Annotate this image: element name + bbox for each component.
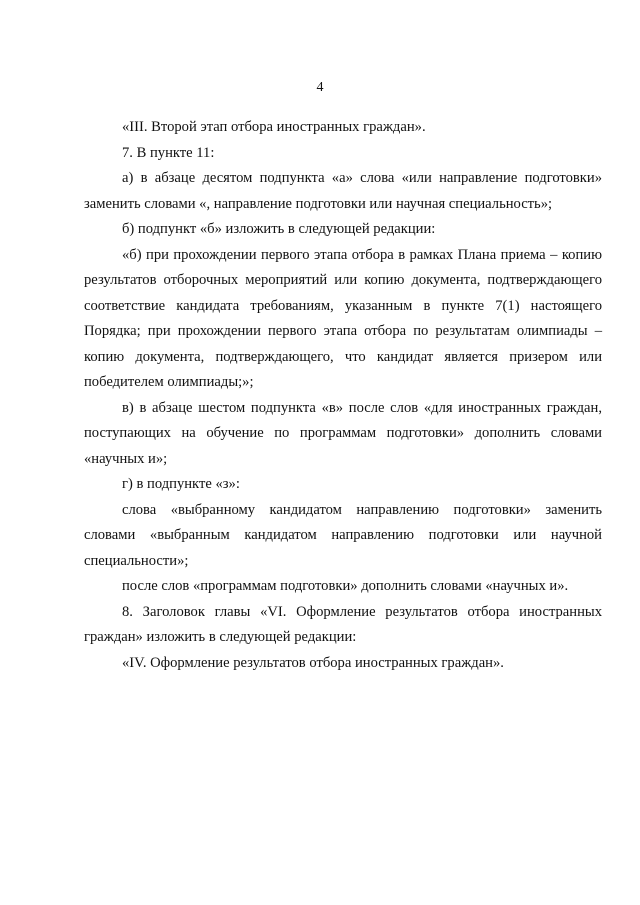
paragraph-subitem-v: в) в абзаце шестом подпункта «в» после слов «для иностранных граждан, поступающих на обучение по программам подготовки» дополнить словами «научных и»;	[84, 399, 602, 467]
paragraph-subitem-b: б) подпункт «б» изложить в следующей редакции:	[122, 221, 436, 237]
paragraph-item-7: 7. В пункте 11:	[122, 144, 215, 161]
paragraph-subitem-a: а) в абзаце десятом подпункта «а» слова «или направление подготовки» заменить словами «, направление подготовки или научная специальность»;	[84, 170, 602, 212]
page-number: 4	[316, 80, 324, 95]
paragraph-words-add: после слов «программам подготовки» дополнить словами «научных и».	[122, 578, 569, 594]
paragraph-words-replace: слова «выбранному кандидатом направлению подготовки» заменить словами «выбранным кандидатом направлению подготовки или научной специальности»;	[84, 501, 602, 569]
paragraph-subitem-g: г) в подпункте «з»:	[122, 476, 240, 492]
paragraph-subitem-b-text: «б) при прохождении первого этапа отбора в рамках Плана приема – копию результатов отборочных мероприятий или копию документа, подтверждающего соответствие кандидата требованиям, указанным в пункте 7(1) настоящего Порядка; при прохождении первого этапа отбора по результатам олимпиады – копию документа, подтверждающего, что кандидат является призером или победителем олимпиады;»;	[84, 246, 602, 390]
paragraph-chapter-title-iv: «IV. Оформление результатов отбора иностранных граждан».	[122, 654, 504, 671]
document-body	[84, 115, 602, 676]
paragraph-item-8: 8. Заголовок главы «VI. Оформление результатов отбора иностранных граждан» изложить в следующей редакции:	[84, 603, 602, 645]
paragraph-chapter-title-iii: «III. Второй этап отбора иностранных граждан».	[122, 119, 426, 135]
